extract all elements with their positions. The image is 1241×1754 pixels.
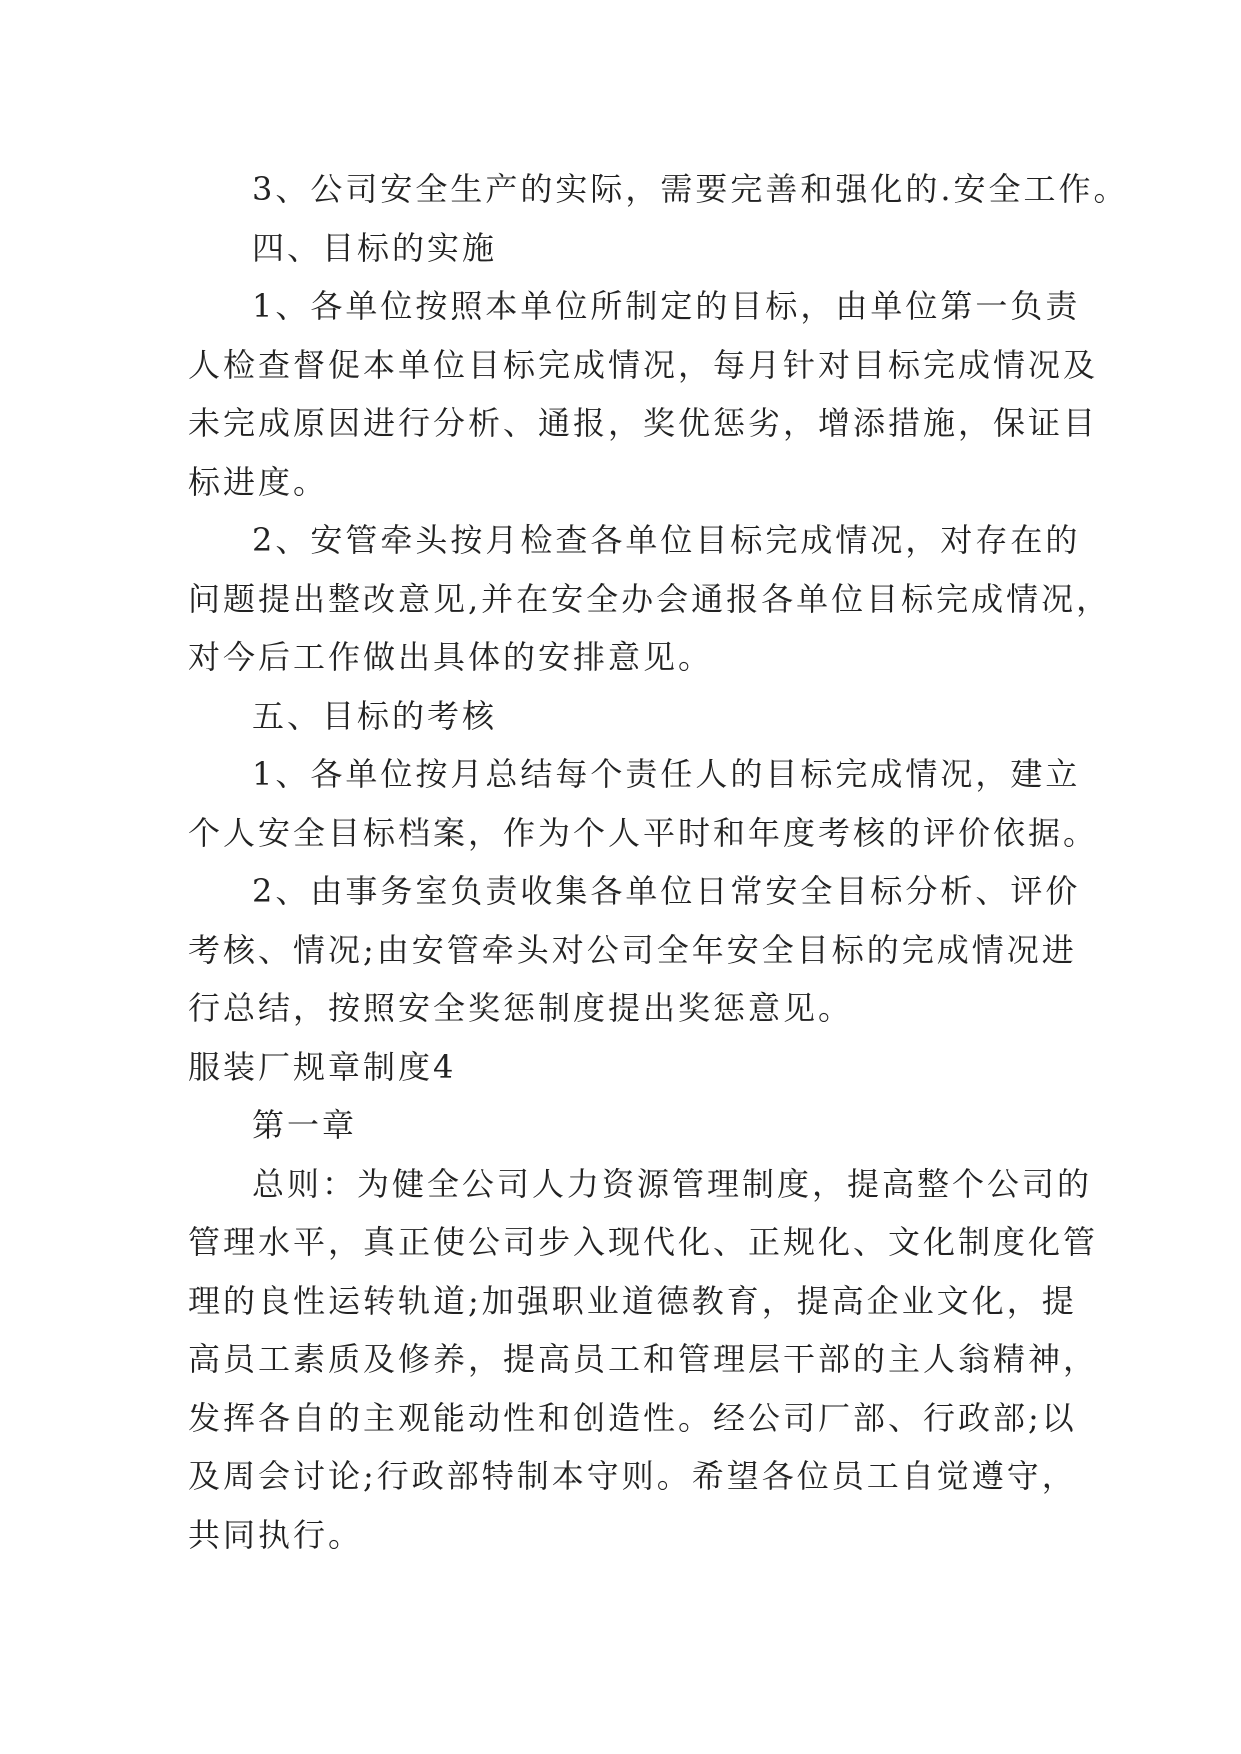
document-body (188, 160, 1129, 1564)
body-line: 总则：为健全公司人力资源管理制度，提高整个公司的 (252, 1164, 1093, 1203)
body-line: 考核、情况;由安管牵头对公司全年安全目标的完成情况进 (188, 930, 1077, 969)
body-line: 发挥各自的主观能动性和创造性。经公司厂部、行政部;以 (188, 1398, 1077, 1437)
body-line: 标进度。 (188, 462, 329, 501)
section-heading-implementation: 四、目标的实施 (252, 228, 498, 267)
body-line: 理的良性运转轨道;加强职业道德教育，提高企业文化，提 (188, 1281, 1077, 1320)
body-line: 2、由事务室负责收集各单位日常安全目标分析、评价 (252, 872, 1081, 910)
section-heading-assessment: 五、目标的考核 (252, 696, 498, 735)
body-line: 高员工素质及修养，提高员工和管理层干部的主人翁精神， (188, 1340, 1099, 1378)
body-line: 3、公司安全生产的实际，需要完善和强化的.安全工作。 (252, 170, 1129, 208)
body-line: 行总结，按照安全奖惩制度提出奖惩意见。 (188, 989, 854, 1027)
body-line: 个人安全目标档案，作为个人平时和年度考核的评价依据。 (188, 813, 1099, 852)
body-line: 1、各单位按照本单位所制定的目标，由单位第一负责 (252, 287, 1081, 325)
body-line: 及周会讨论;行政部特制本守则。希望各位员工自觉遵守， (188, 1457, 1077, 1495)
body-line: 2、安管牵头按月检查各单位目标完成情况，对存在的 (252, 521, 1081, 559)
body-line: 问题提出整改意见,并在安全办会通报各单位目标完成情况， (188, 579, 1112, 618)
body-line: 共同执行。 (188, 1515, 364, 1554)
body-line: 1、各单位按月总结每个责任人的目标完成情况，建立 (252, 755, 1081, 793)
body-line: 人检查督促本单位目标完成情况，每月针对目标完成情况及 (188, 345, 1099, 384)
body-line: 对今后工作做出具体的安排意见。 (188, 638, 714, 676)
body-line: 未完成原因进行分析、通报，奖优惩劣，增添措施，保证目 (188, 404, 1099, 442)
chapter-heading: 第一章 (252, 1106, 358, 1144)
body-line: 管理水平，真正使公司步入现代化、正规化、文化制度化管 (188, 1223, 1099, 1261)
document-title: 服装厂规章制度4 (188, 1047, 457, 1086)
